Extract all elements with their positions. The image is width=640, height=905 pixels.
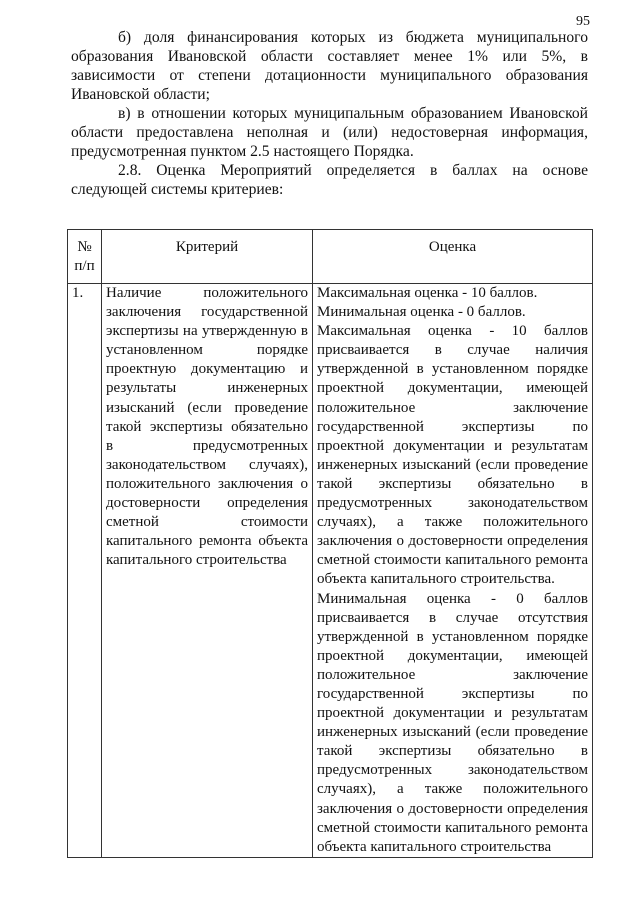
- paragraph-v: в) в отношении которых муниципальным образованием Ивановской области предоставлена неполная и (или) недостоверная информация, предусмотренная пунктом 2.5 настоящего Порядка.: [71, 105, 588, 160]
- evaluation-min-detail: Минимальная оценка - 0 баллов присваивается в случае отсутствия утвержденной в установленном порядке проектной документации, имеющей положительное заключение государственной экспертизы по проектной документации и результатам инженерных изысканий (если проведение такой экспертизы обязательно в предусмотренных законодательством случаях), а также положительного заключения о достоверности определения сметной стоимости капитального ремонта объекта капитального строительства: [317, 590, 588, 855]
- evaluation-max-detail: Максимальная оценка - 10 баллов присваивается в случае наличия утвержденной в установленном порядке проектной документации, имеющей положительное заключение государственной экспертизы по проектной документации и результатам инженерных изысканий (если проведение такой экспертизы обязательно в предусмотренных законодательством случаях), а также положительного заключения о достоверности определения сметной стоимости капитального ремонта объекта капитального строительства.: [317, 323, 588, 588]
- intro-text: [71, 28, 588, 199]
- paragraph-2-8: 2.8. Оценка Мероприятий определяется в баллах на основе следующей системы критериев:: [71, 162, 588, 198]
- paragraph-b: б) доля финансирования которых из бюджета муниципального образования Ивановской области составляет менее 1% или 5%, в зависимости от степени дотационности муниципального образования Ивановской области;: [71, 29, 588, 103]
- criterion-text: Наличие положительного заключения государственной экспертизы на утвержденную в установленном порядке проектную документацию и результаты инженерных изысканий (если проведение такой экспертизы обязательно в предусмотренных законодательством случаях), положительного заключения о достоверности определения сметной стоимости капитального ремонта объекта капитального строительства: [106, 285, 308, 569]
- row-evaluation: [313, 284, 593, 858]
- page-number: 95: [576, 14, 590, 29]
- evaluation-max-short: Максимальная оценка - 10 баллов.: [317, 285, 538, 301]
- table-header-row: [68, 230, 593, 284]
- row-criterion: [102, 284, 313, 858]
- evaluation-min-short: Минимальная оценка - 0 баллов.: [317, 304, 526, 321]
- header-evaluation: Оценка: [313, 230, 593, 284]
- criteria-table: [67, 229, 593, 858]
- table-row: [68, 284, 593, 858]
- header-number: № п/п: [68, 230, 102, 284]
- header-criterion: Критерий: [102, 230, 313, 284]
- row-number: 1.: [68, 284, 102, 858]
